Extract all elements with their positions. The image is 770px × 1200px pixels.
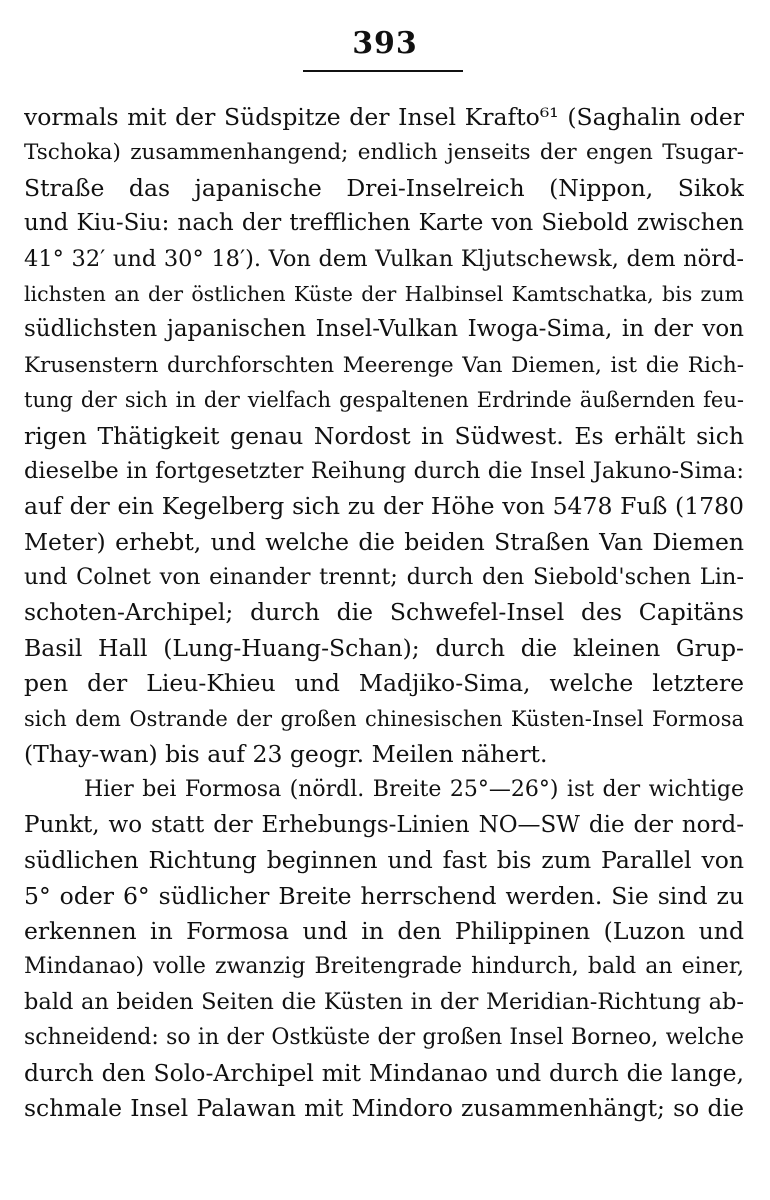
text-line: südlichen Richtung beginnen und fast bis zum Parallel von (24, 846, 744, 875)
text-line: pen der Lieu-Khieu und Madjiko-Sima, welche letztere (24, 669, 744, 698)
text-line: schmale Insel Palawan mit Mindoro zusammenhängt; so die (24, 1093, 744, 1122)
text-line: 5° oder 6° südlicher Breite herrschend werden. Sie sind zu (24, 881, 744, 910)
text-line: schneidend: so in der Ostküste der großen Insel Borneo, welche (24, 1025, 744, 1051)
text-line: Basil Hall (Lung-Huang-Schan); durch die kleinen Grup- (24, 633, 744, 662)
text-line: vormals mit der Südspitze der Insel Krafto⁶¹ (Saghalin oder (24, 103, 744, 131)
text-line: (Thay-wan) bis auf 23 geogr. Meilen nähert. (24, 740, 548, 769)
text-line: Straße das japanische Drei-Inselreich (Nippon, Sikok (24, 173, 744, 202)
text-line: erkennen in Formosa und in den Philippinen (Luzon und (24, 916, 744, 945)
text-line: durch den Solo-Archipel mit Mindanao und durch die lange, (24, 1058, 744, 1087)
text-line: südlichsten japanischen Insel-Vulkan Iwoga-Sima, in der von (24, 316, 744, 343)
text-line: rigen Thätigkeit genau Nordost in Südwest. Es erhält sich (24, 421, 744, 450)
text-line: Hier bei Formosa (nördl. Breite 25°—26°) ist der wichtige (84, 777, 744, 803)
header-rule (303, 70, 463, 72)
text-line: Krusenstern durchforschten Meerenge Van Diemen, ist die Rich- (24, 352, 744, 378)
page-number: 393 (352, 26, 418, 61)
text-line: tung der sich in der vielfach gespaltenen Erdrinde äußernden feu- (24, 388, 744, 413)
text-line: schoten-Archipel; durch die Schwefel-Insel des Capitäns (24, 598, 744, 627)
text-line: sich dem Ostrande der großen chinesischen Küsten-Insel Formosa (24, 706, 744, 731)
text-line: lichsten an der östlichen Küste der Halbinsel Kamtschatka, bis zum (24, 281, 744, 306)
body-text (24, 100, 744, 1126)
text-line: auf der ein Kegelberg sich zu der Höhe von 5478 Fuß (1780 (24, 492, 744, 521)
text-line: Tschoka) zusammenhangend; endlich jenseits der engen Tsugar- (24, 140, 744, 166)
text-line: Meter) erhebt, und welche die beiden Straßen Van Diemen (24, 527, 744, 556)
text-line: und Colnet von einander trennt; durch den Siebold'schen Lin- (24, 564, 744, 591)
text-line: und Kiu-Siu: nach der trefflichen Karte von Siebold zwischen (24, 210, 744, 237)
text-line: 41° 32′ und 30° 18′). Von dem Vulkan Kljutschewsk, dem nörd- (24, 245, 744, 272)
text-line: Mindanao) volle zwanzig Breitengrade hindurch, bald an einer, (24, 954, 744, 980)
text-line: Punkt, wo statt der Erhebungs-Linien NO—SW die der nord- (24, 811, 744, 838)
text-line: dieselbe in fortgesetzter Reihung durch die Insel Jakuno-Sima: (24, 457, 744, 484)
text-line: bald an beiden Seiten die Küsten in der Meridian-Richtung ab- (24, 988, 744, 1015)
